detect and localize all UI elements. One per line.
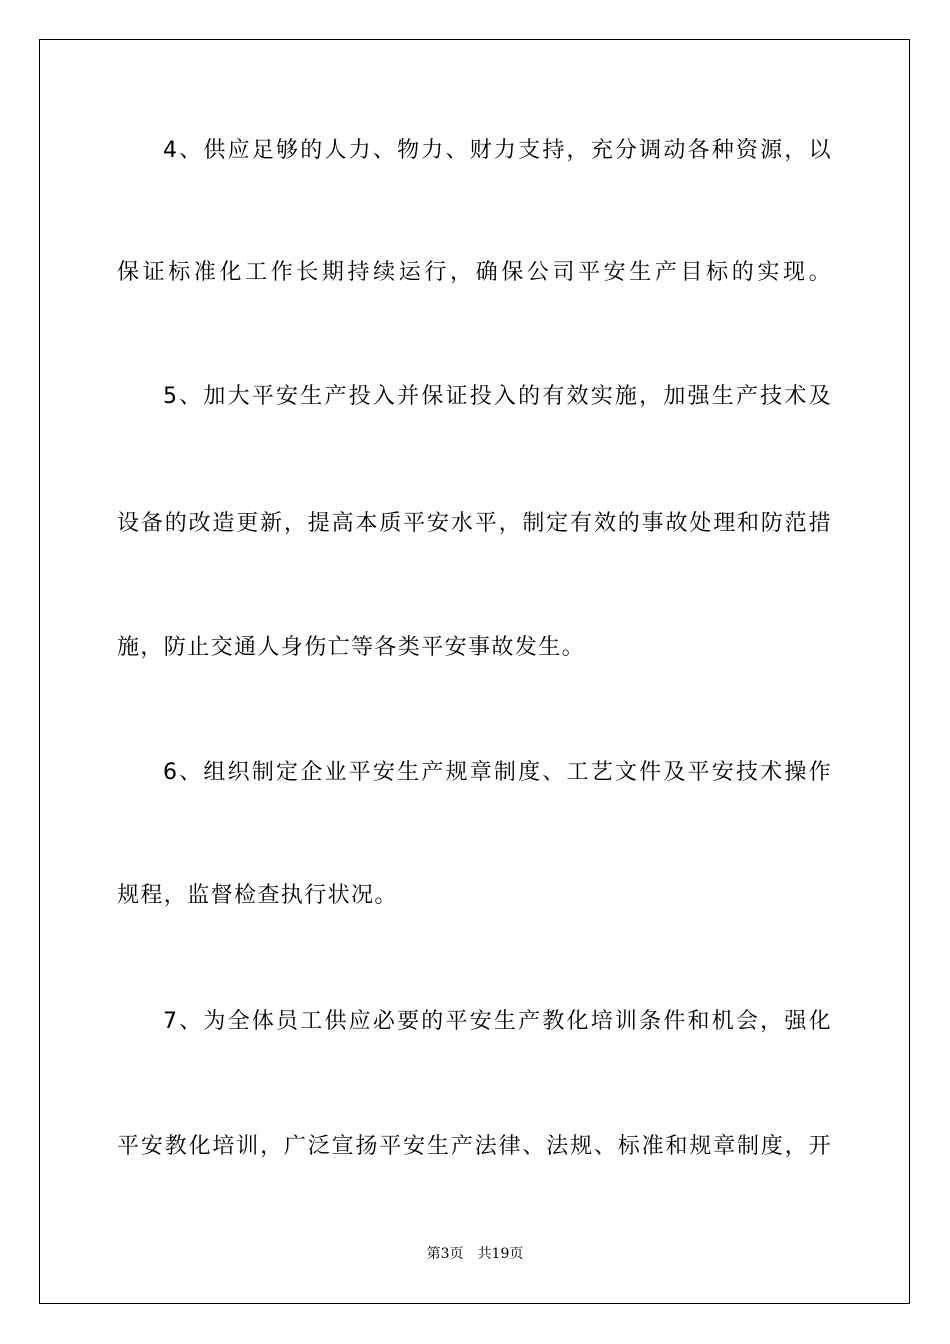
page-border xyxy=(39,39,910,1304)
paragraph-5-line-3: 施，防止交通人身伤亡等各类平安事故发生。 xyxy=(117,635,586,660)
paragraph-6-line-1: 6、组织制定企业平安生产规章制度、工艺文件及平安技术操作 xyxy=(163,760,832,785)
paragraph-7-line-1: 7、为全体员工供应必要的平安生产教化培训条件和机会，强化 xyxy=(163,1009,832,1034)
page-total: 共19页 xyxy=(477,1246,524,1262)
paragraph-4-line-1: 4、供应足够的人力、物力、财力支持，充分调动各种资源，以 xyxy=(163,138,832,163)
paragraph-6-line-2: 规程，监督检查执行状况。 xyxy=(117,883,398,908)
paragraph-7-line-2: 平安教化培训，广泛宣扬平安生产法律、法规、标准和规章制度，开 xyxy=(117,1134,832,1159)
paragraph-5-line-1: 5、加大平安生产投入并保证投入的有效实施，加强生产技术及 xyxy=(163,384,832,409)
page-number: 第3页 xyxy=(426,1246,464,1262)
paragraph-5-line-2: 设备的改造更新，提高本质平安水平，制定有效的事故处理和防范措 xyxy=(117,511,832,536)
paragraph-4-line-2: 保证标准化工作长期持续运行，确保公司平安生产目标的实现。 xyxy=(117,260,832,285)
page-footer xyxy=(0,1244,950,1264)
